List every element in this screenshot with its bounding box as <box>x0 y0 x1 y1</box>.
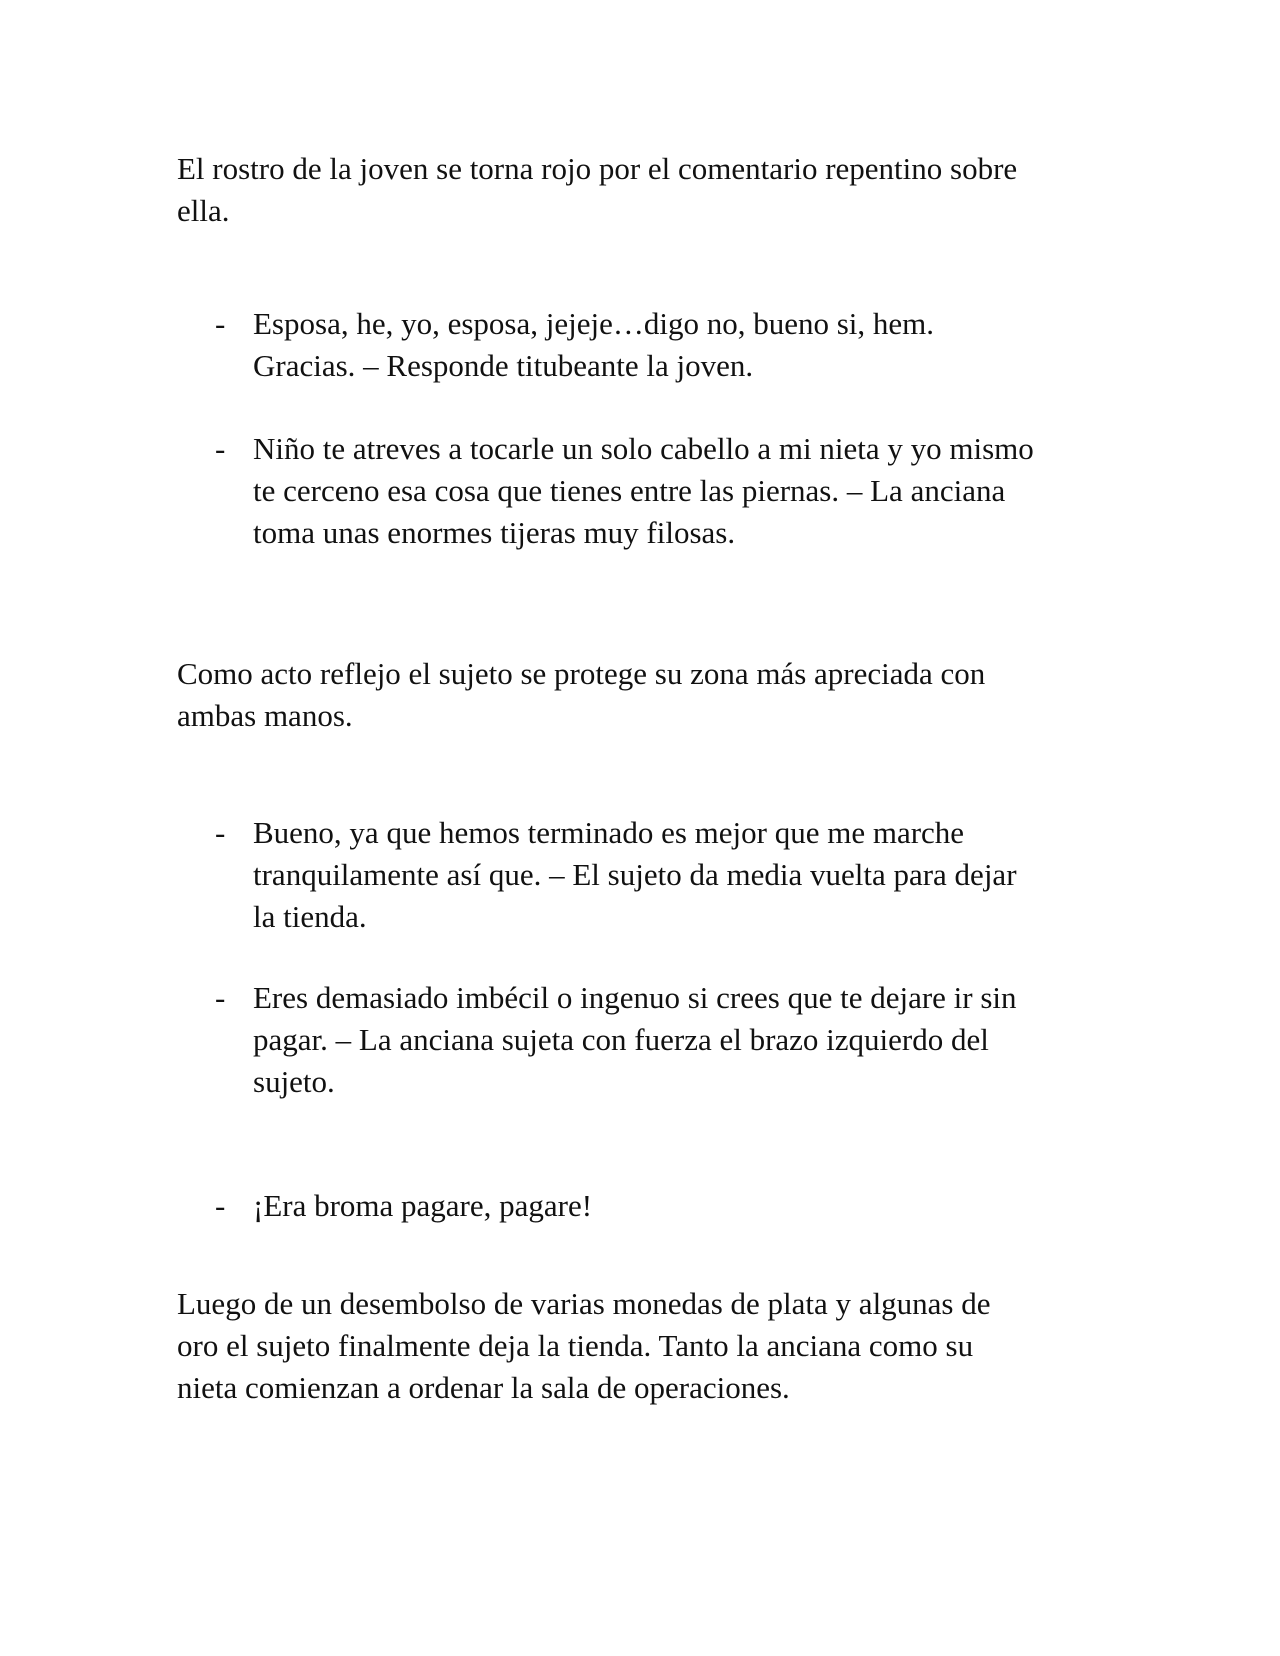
text-line: ¡Era broma pagare, pagare! <box>253 1188 593 1223</box>
text-line: Bueno, ya que hemos terminado es mejor que me marche <box>253 815 965 850</box>
text-line: te cerceno esa cosa que tienes entre las piernas. – La anciana <box>253 473 1006 508</box>
text-line: ella. <box>177 193 230 228</box>
text-line: tranquilamente así que. – El sujeto da media vuelta para dejar <box>253 857 1017 892</box>
narration-paragraph <box>177 1283 1107 1409</box>
dialogue-dash: - <box>215 815 226 850</box>
dialogue-dash: - <box>215 980 226 1015</box>
dialogue-text <box>253 812 1017 938</box>
text-line: Esposa, he, yo, esposa, jejeje…digo no, bueno si, hem. <box>253 306 935 341</box>
dialogue-text <box>253 1185 592 1227</box>
text-line: pagar. – La anciana sujeta con fuerza el brazo izquierdo del <box>253 1022 989 1057</box>
dialogue-text <box>253 977 1017 1103</box>
text-line: El rostro de la joven se torna rojo por el comentario repentino sobre <box>177 151 1018 186</box>
dialogue-dash: - <box>215 306 226 341</box>
dialogue-dash: - <box>215 1188 226 1223</box>
dialogue-dash: - <box>215 431 226 466</box>
text-line: sujeto. <box>253 1064 335 1099</box>
text-line: Gracias. – Responde titubeante la joven. <box>253 348 754 383</box>
text-line: Niño te atreves a tocarle un solo cabello a mi nieta y yo mismo <box>253 431 1034 466</box>
narration-paragraph <box>177 148 1107 232</box>
text-line: ambas manos. <box>177 698 353 733</box>
text-line: Luego de un desembolso de varias monedas de plata y algunas de <box>177 1286 991 1321</box>
text-line: oro el sujeto finalmente deja la tienda. Tanto la anciana como su <box>177 1328 974 1363</box>
text-line: la tienda. <box>253 899 367 934</box>
text-line: Eres demasiado imbécil o ingenuo si crees que te dejare ir sin <box>253 980 1017 1015</box>
text-line: Como acto reflejo el sujeto se protege su zona más apreciada con <box>177 656 986 691</box>
dialogue-text <box>253 428 1034 554</box>
text-line: toma unas enormes tijeras muy filosas. <box>253 515 736 550</box>
text-line: nieta comienzan a ordenar la sala de operaciones. <box>177 1370 790 1405</box>
dialogue-text <box>253 303 934 387</box>
narration-paragraph <box>177 653 1107 737</box>
